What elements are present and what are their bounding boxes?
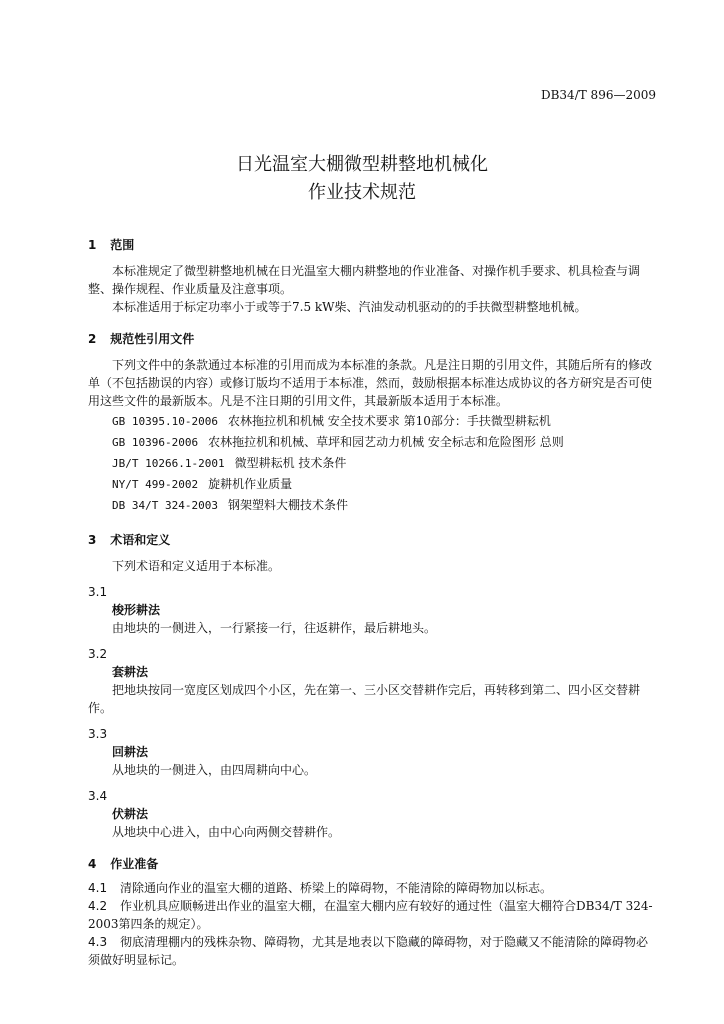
section-number: 2 — [88, 332, 97, 346]
clause-number: 4.1 — [88, 881, 108, 895]
reference-code: GB 10395.10-2006 — [112, 415, 218, 428]
reference-name: 钢架塑料大棚技术条件 — [227, 498, 348, 512]
reference-code: NY/T 499-2002 — [112, 478, 199, 491]
clause-item — [88, 897, 658, 933]
term-name: 梭形耕法 — [112, 603, 161, 617]
references-intro: 下列文件中的条款通过本标准的引用而成为本标准的条款。凡是注日期的引用文件，其随后所有的修改单（不包括勘误的内容）或修订版均不适用于本标准，然而，鼓励根据本标准达成协议的各方研究是否可使用这些文件的最新版本。凡是不注日期的引用文件，其最新版本适用于本标准。 — [88, 358, 653, 408]
terms-intro: 下列术语和定义适用于本标准。 — [112, 559, 281, 573]
term-name: 套耕法 — [112, 665, 149, 679]
clause-number: 4.3 — [88, 935, 108, 949]
section-number: 4 — [88, 857, 97, 871]
reference-code: DB 34/T 324-2003 — [112, 499, 218, 512]
section-title: 范围 — [110, 238, 135, 252]
document-title-line2: 作业技术规范 — [308, 182, 416, 203]
scope-paragraph-1: 本标准规定了微型耕整地机械在日光温室大棚内耕整地的作业准备、对操作机手要求、机具检查与调整、操作规程、作业质量及注意事项。 — [88, 264, 641, 296]
reference-name: 旋耕机作业质量 — [208, 477, 293, 491]
reference-code: JB/T 10266.1-2001 — [112, 457, 225, 470]
term-definition: 由地块的一侧进入，一行紧接一行，往返耕作，最后耕地头。 — [112, 621, 437, 635]
term-definition: 从地块的一侧进入，由四周耕向中心。 — [112, 763, 317, 777]
section-title: 作业准备 — [110, 857, 159, 871]
section-heading-scope — [88, 236, 658, 254]
section-heading-preparation — [88, 855, 658, 873]
term-number: 3.3 — [88, 727, 108, 741]
reference-name: 微型耕耘机 技术条件 — [234, 456, 347, 470]
clause-item — [88, 879, 658, 897]
document-body — [88, 236, 658, 969]
clause-text: 清除通向作业的温室大棚的道路、桥梁上的障碍物，不能清除的障碍物加以标志。 — [120, 881, 553, 895]
document-title-line1: 日光温室大棚微型耕整地机械化 — [236, 154, 488, 175]
section-title: 术语和定义 — [110, 533, 171, 547]
reference-name: 农林拖拉机和机械 安全技术要求 第10部分：手扶微型耕耘机 — [227, 414, 551, 428]
term-definition: 把地块按同一宽度区划成四个小区，先在第一、三小区交替耕作完后，再转移到第二、四小区交替耕作。 — [88, 683, 641, 715]
reference-item — [88, 454, 658, 473]
term-name: 回耕法 — [112, 745, 149, 759]
section-number: 3 — [88, 533, 97, 547]
term-name: 伏耕法 — [112, 807, 149, 821]
reference-item — [88, 412, 658, 431]
term-definition: 从地块中心进入，由中心向两侧交替耕作。 — [112, 825, 341, 839]
section-heading-normative-references — [88, 330, 658, 348]
section-title: 规范性引用文件 — [110, 332, 195, 346]
section-heading-terms — [88, 531, 658, 549]
clause-number: 4.2 — [88, 899, 108, 913]
term-number: 3.2 — [88, 647, 108, 661]
scope-paragraph-2: 本标准适用于标定功率小于或等于7.5 kW柴、汽油发动机驱动的的手扶微型耕整地机械。 — [112, 300, 587, 314]
clause-item — [88, 933, 658, 969]
clause-text: 作业机具应顺畅进出作业的温室大棚，在温室大棚内应有较好的通过性（温室大棚符合DB34/T 324-2003第四条的规定）。 — [88, 899, 653, 931]
reference-code: GB 10396-2006 — [112, 436, 199, 449]
section-number: 1 — [88, 238, 97, 252]
term-number: 3.1 — [88, 585, 108, 599]
reference-item — [88, 496, 658, 515]
term-number: 3.4 — [88, 789, 108, 803]
reference-item — [88, 475, 658, 494]
reference-name: 农林拖拉机和机械、草坪和园艺动力机械 安全标志和危险图形 总则 — [208, 435, 564, 449]
standard-code: DB34/T 896—2009 — [540, 88, 656, 102]
clause-text: 彻底清理棚内的残株杂物、障碍物，尤其是地表以下隐藏的障碍物，对于隐藏又不能清除的障碍物必须做好明显标记。 — [88, 935, 649, 967]
reference-item — [88, 433, 658, 452]
